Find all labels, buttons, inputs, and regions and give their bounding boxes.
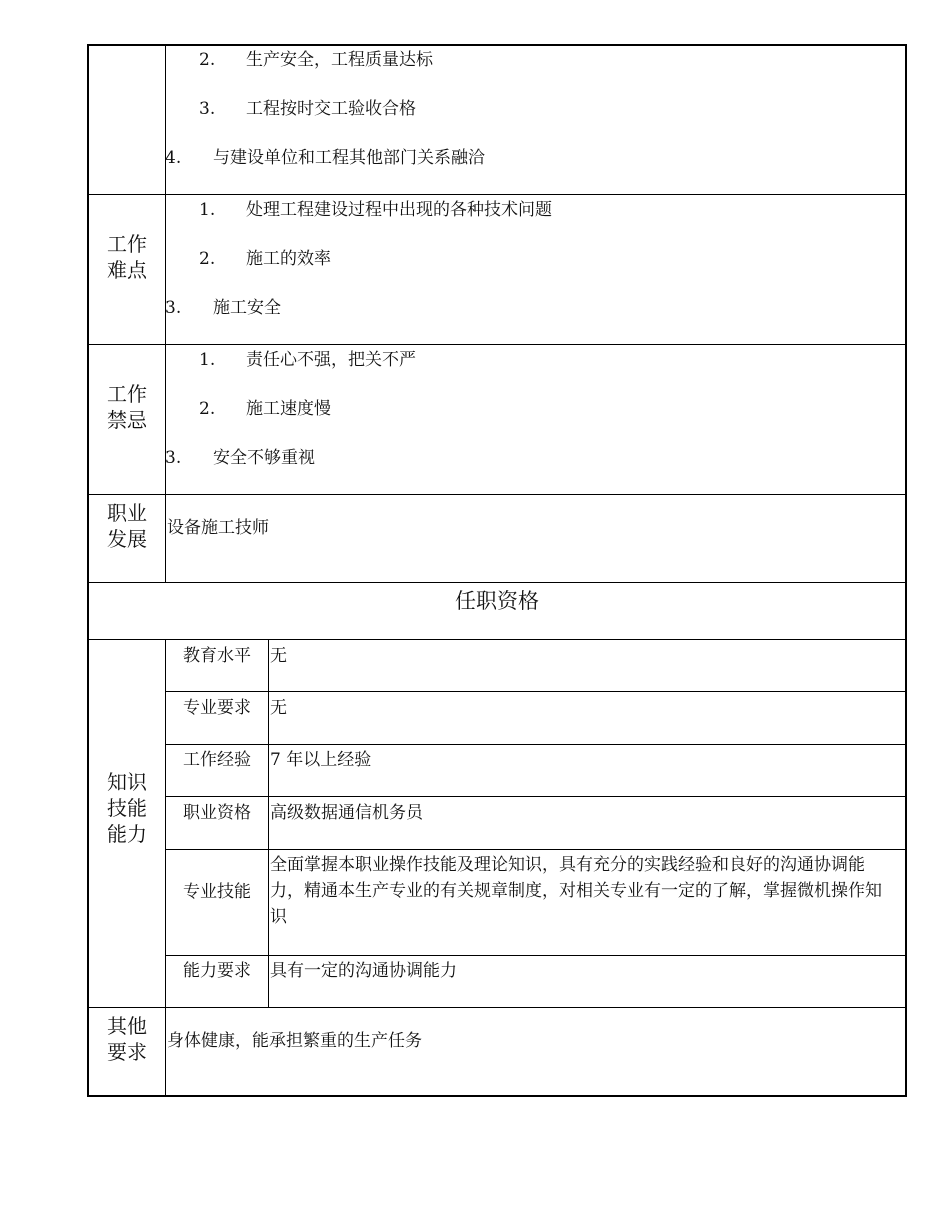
list-item-number: 3.: [165, 448, 182, 468]
row-label: 工作 难点: [107, 232, 147, 282]
other-value: 身体健康，能承担繁重的生产任务: [167, 1031, 422, 1051]
row-border: [87, 194, 907, 195]
sublabel-column-divider: [268, 640, 269, 1008]
career-value: 设备施工技师: [167, 518, 269, 538]
list-item-text: 施工速度慢: [246, 399, 331, 419]
subrow-border: [165, 849, 907, 850]
list-item-number: 3.: [199, 99, 216, 119]
sub-label: 专业技能: [183, 882, 251, 902]
list-item-number: 3.: [165, 298, 182, 318]
list-item-number: 1.: [199, 200, 216, 220]
list-item-number: 1.: [199, 350, 216, 370]
sub-value: 高级数据通信机务员: [270, 803, 423, 823]
row-label: 其他 要求: [107, 1014, 147, 1064]
list-item-text: 施工安全: [213, 298, 281, 318]
list-item-text: 处理工程建设过程中出现的各种技术问题: [246, 200, 552, 220]
subrow-border: [165, 796, 907, 797]
row-border: [87, 1007, 907, 1008]
row-label: 知识 技能 能力: [107, 770, 147, 846]
list-item-text: 与建设单位和工程其他部门关系融洽: [213, 148, 485, 168]
list-item-text: 安全不够重视: [213, 448, 315, 468]
table-left-border: [87, 44, 89, 1097]
list-item-number: 2.: [199, 50, 216, 70]
row-border: [87, 44, 907, 46]
table-right-border: [905, 44, 907, 1097]
list-item-number: 2.: [199, 399, 216, 419]
subrow-border: [165, 955, 907, 956]
row-border: [87, 344, 907, 345]
sub-label: 专业要求: [183, 698, 251, 718]
sub-value: 无: [270, 698, 287, 718]
qualifications-title: 任职资格: [455, 589, 539, 613]
list-item-text: 工程按时交工验收合格: [246, 99, 416, 119]
sub-value: 7 年以上经验: [270, 750, 372, 770]
row-border: [87, 494, 907, 495]
list-item-number: 4.: [165, 148, 182, 168]
subrow-border: [165, 744, 907, 745]
list-item-text: 生产安全，工程质量达标: [246, 50, 433, 70]
subrow-border: [165, 691, 907, 692]
sub-label: 工作经验: [183, 750, 251, 770]
row-border: [87, 639, 907, 640]
row-border: [87, 582, 907, 583]
sub-value: 无: [270, 646, 287, 666]
row-label: 工作 禁忌: [107, 382, 147, 432]
sub-label: 职业资格: [183, 803, 251, 823]
list-item-text: 施工的效率: [246, 249, 331, 269]
sub-value: 具有一定的沟通协调能力: [270, 961, 457, 981]
sub-label: 能力要求: [183, 961, 251, 981]
sub-value: 全面掌握本职业操作技能及理论知识，具有充分的实践经验和良好的沟通协调能力，精通本生产专业的有关规章制度，对相关专业有一定的了解，掌握微机操作知识: [270, 855, 882, 927]
list-item-number: 2.: [199, 249, 216, 269]
list-item-text: 责任心不强，把关不严: [246, 350, 416, 370]
table-bottom-border: [87, 1095, 907, 1097]
row-label: 职业 发展: [107, 501, 147, 551]
sub-label: 教育水平: [183, 646, 251, 666]
